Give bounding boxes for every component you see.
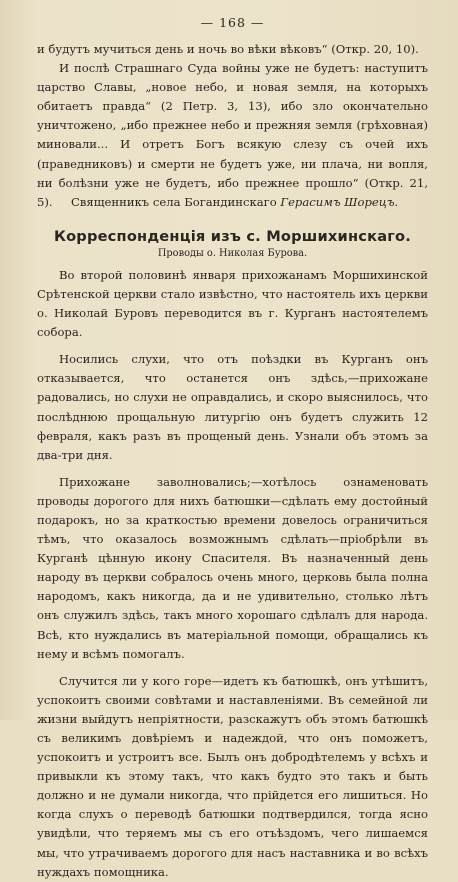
article-paragraph: Прихожане заволновались;—хотѣлось ознаменовать проводы дорогого для нихъ батюшки—сдѣлать ему достойный подарокъ, но за краткостью времени довелось ограничиться тѣмъ, что оказалось возможнымъ сдѣлать—пріобрѣли въ Курганѣ цѣнную икону Спасителя. Въ назначенный день народу въ церкви собралось очень много, церковь была полна народомъ, какъ никогда, да и не удивительно, столько лѣтъ онъ служилъ здѣсь, такъ много хорошаго сдѣлалъ для народа. Всѣ, кто нуждались въ матеріальной помощи, обращались къ нему и всѣмъ помогалъ. xyxy=(37,474,428,661)
article-paragraph: Во второй половинѣ января прихожанамъ Моршихинской Срѣтенской церкви стало извѣстно, что настоятель ихъ церкви о. Николай Буровъ переводится въ г. Курганъ настоятелемъ собора. xyxy=(37,267,428,340)
signature-name: Герасимъ Шорецъ. xyxy=(280,194,399,209)
paragraph-continuation: и будутъ мучиться день и ночь во вѣки вѣковъ“ (Откр. 20, 10). xyxy=(37,42,419,56)
article-paragraph: Носились слухи, что отъ поѣздки въ Курганъ онъ отказывается, что останется онъ здѣсь,—прихожане радовались, но слухи не оправдались, и скоро выяснилось, что послѣднюю прощальную литургію онъ будетъ служить 12 февраля, какъ разъ въ прощеный день. Узнали объ этомъ за два-три дня. xyxy=(37,352,428,462)
paragraph-body: И послѣ Страшнаго Суда войны уже не будетъ: наступитъ царство Славы, „новое небо, и новая земля, на которыхъ обитаетъ правда“ (2 Петр. 3, 13), ибо зло окончательно уничтожено, „ибо прежнее небо и прежняя земля (грѣховная) миновали... И отретъ Богъ всякую слезу съ очей ихъ (праведниковъ) и смерти не будетъ уже, ни плача, ни вопля, ни болѣзни уже не будетъ, ибо прежнее прошло“ (Откр. 21, 5). xyxy=(37,61,428,209)
paragraph-gap xyxy=(37,664,428,672)
paragraph-final-judgment xyxy=(37,59,428,212)
paragraph-gap xyxy=(37,465,428,473)
paragraph-gap xyxy=(37,342,428,350)
article-subtitle: Проводы о. Николая Бурова. xyxy=(157,247,308,259)
page-number: — 168 — xyxy=(200,15,265,30)
article-title: Корреспонденція изъ с. Моршихинскаго. xyxy=(53,227,412,245)
signature-prefix: Священникъ села Богандинскаго xyxy=(71,194,277,209)
article-paragraph: Случится ли у кого горе—идетъ къ батюшкѣ, онъ утѣшитъ, успокоитъ своими совѣтами и наставленіями. Въ семейной ли жизни выйдутъ непріятности, разскажутъ объ этомъ батюшкѣ съ великимъ довѣріемъ и надеждой, что онъ поможетъ, успокоитъ и устроитъ все. Былъ онъ добродѣтелемъ у всѣхъ и привыкли къ этому такъ, что какъ будто это такъ и быть должно и не думали никогда, что прійдется его лишиться. Но когда слухъ о переводѣ батюшки подтвердился, тогда ясно увидѣли, что теряемъ мы съ его отъѣздомъ, чего лишаемся мы, что утрачиваемъ дорогого для насъ наставника и во всѣхъ нуждахъ помощника. xyxy=(37,673,428,879)
